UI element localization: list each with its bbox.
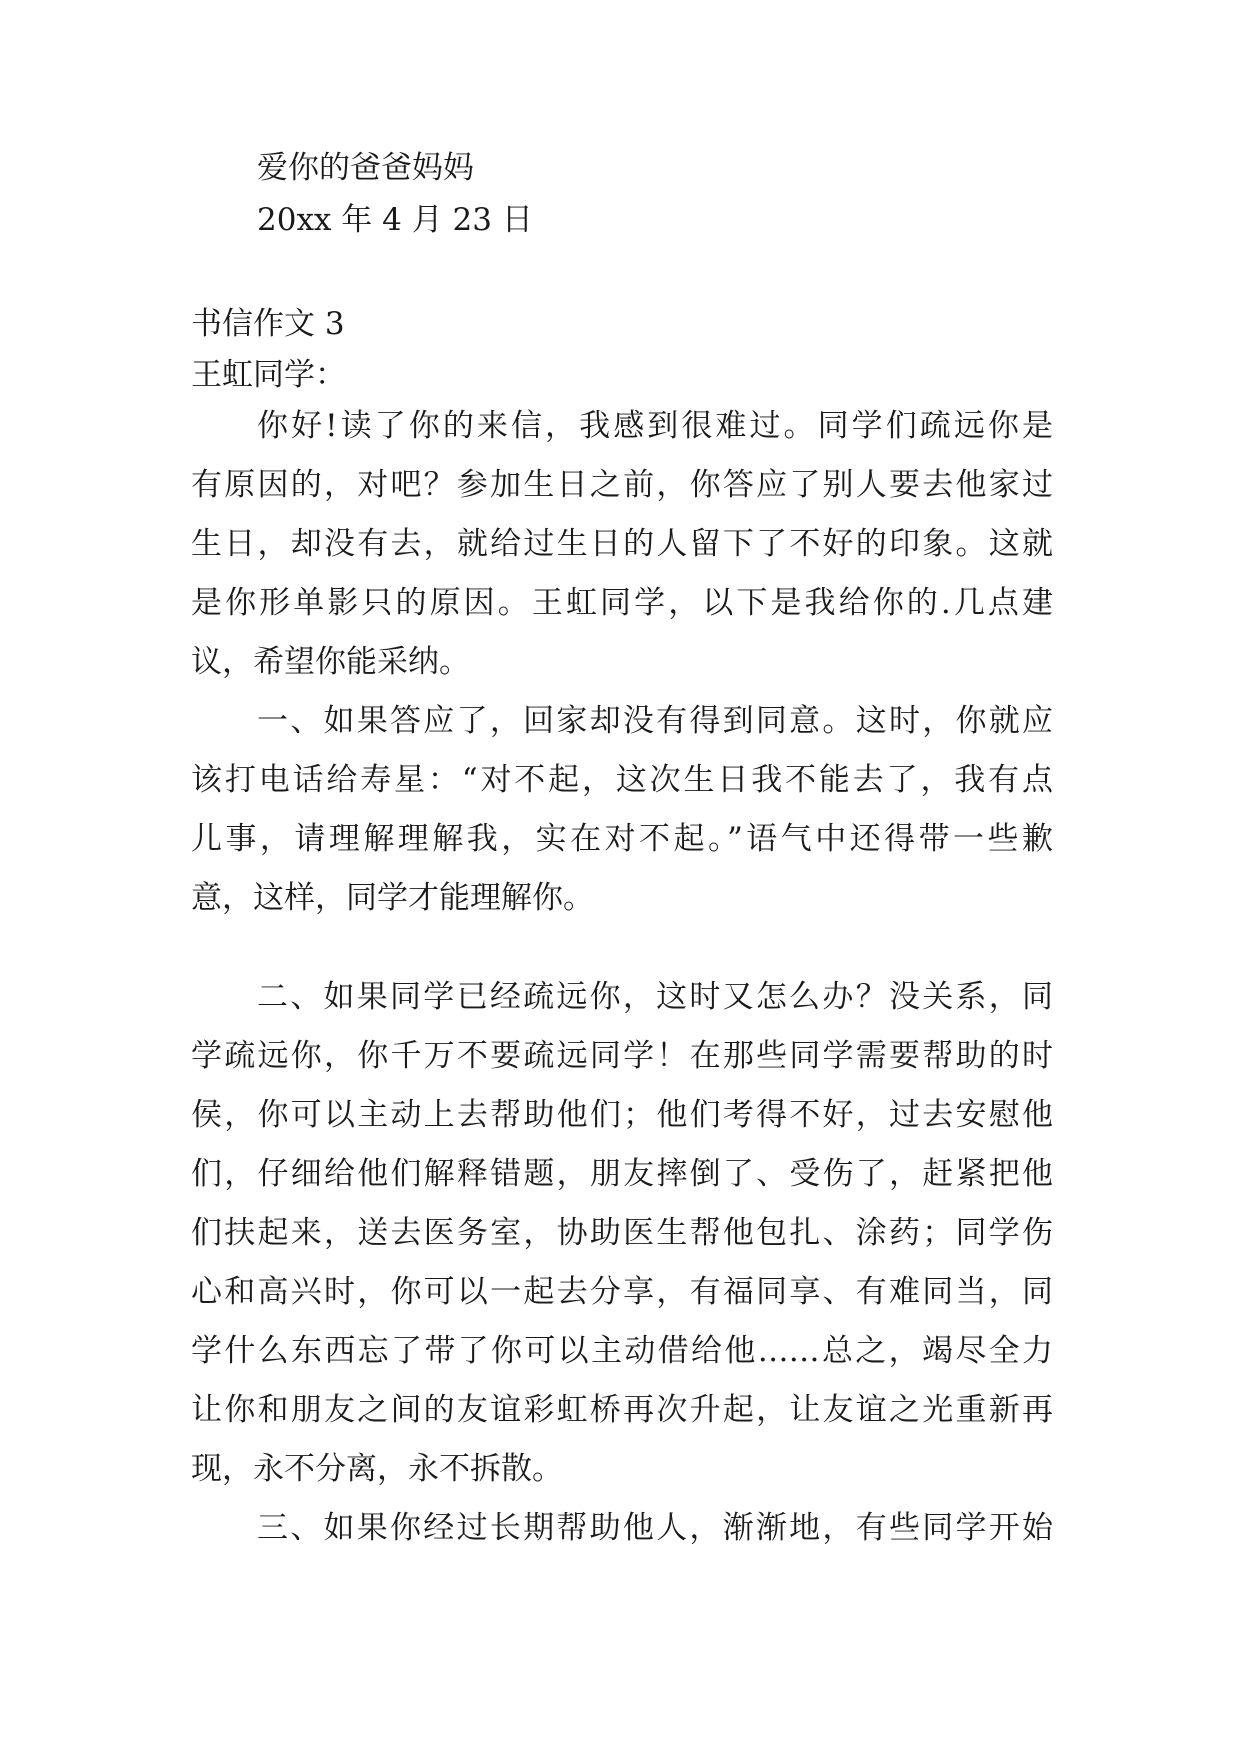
closing-signature: 爱你的爸爸妈妈 bbox=[257, 150, 474, 186]
text-line: 你好!读了你的来信，我感到很难过。同学们疏远你是 bbox=[257, 408, 1053, 444]
text-line: 有原因的，对吧？参加生日之前，你答应了别人要去他家过 bbox=[191, 467, 1053, 503]
text-line: 儿事，请理解理解我，实在对不起。”语气中还得带一些歉 bbox=[191, 821, 1053, 857]
text-line: 学什么东西忘了带了你可以主动借给他……总之，竭尽全力 bbox=[191, 1333, 1053, 1369]
text-line: 议，希望你能采纳。 bbox=[191, 644, 470, 680]
text-line: 三、如果你经过长期帮助他人，渐渐地，有些同学开始 bbox=[257, 1510, 1053, 1546]
text-line: 现，永不分离，永不拆散。 bbox=[191, 1451, 563, 1487]
text-line: 意，这样，同学才能理解你。 bbox=[191, 880, 594, 916]
text-line: 让你和朋友之间的友谊彩虹桥再次升起，让友谊之光重新再 bbox=[191, 1392, 1053, 1428]
text-line: 们，仔细给他们解释错题，朋友摔倒了、受伤了，赶紧把他 bbox=[191, 1156, 1053, 1192]
text-line: 学疏远你，你千万不要疏远同学！在那些同学需要帮助的时 bbox=[191, 1038, 1053, 1074]
section-title: 书信作文 3 bbox=[191, 306, 345, 342]
text-line: 是你形单影只的原因。王虹同学，以下是我给你的.几点建 bbox=[191, 585, 1053, 621]
closing-date: 20xx 年 4 月 23 日 bbox=[257, 202, 533, 238]
text-line: 二、如果同学已经疏远你，这时又怎么办？没关系，同 bbox=[257, 979, 1053, 1015]
salutation: 王虹同学： bbox=[191, 357, 346, 393]
text-line: 们扶起来，送去医务室，协助医生帮他包扎、涂药；同学伤 bbox=[191, 1215, 1053, 1251]
text-line: 心和高兴时，你可以一起去分享，有福同享、有难同当，同 bbox=[191, 1274, 1053, 1310]
text-line: 该打电话给寿星：“对不起，这次生日我不能去了，我有点 bbox=[191, 762, 1053, 798]
text-line: 一、如果答应了，回家却没有得到同意。这时，你就应 bbox=[257, 703, 1053, 739]
text-line: 生日，却没有去，就给过生日的人留下了不好的印象。这就 bbox=[191, 526, 1053, 562]
text-line: 侯，你可以主动上去帮助他们；他们考得不好，过去安慰他 bbox=[191, 1097, 1053, 1133]
